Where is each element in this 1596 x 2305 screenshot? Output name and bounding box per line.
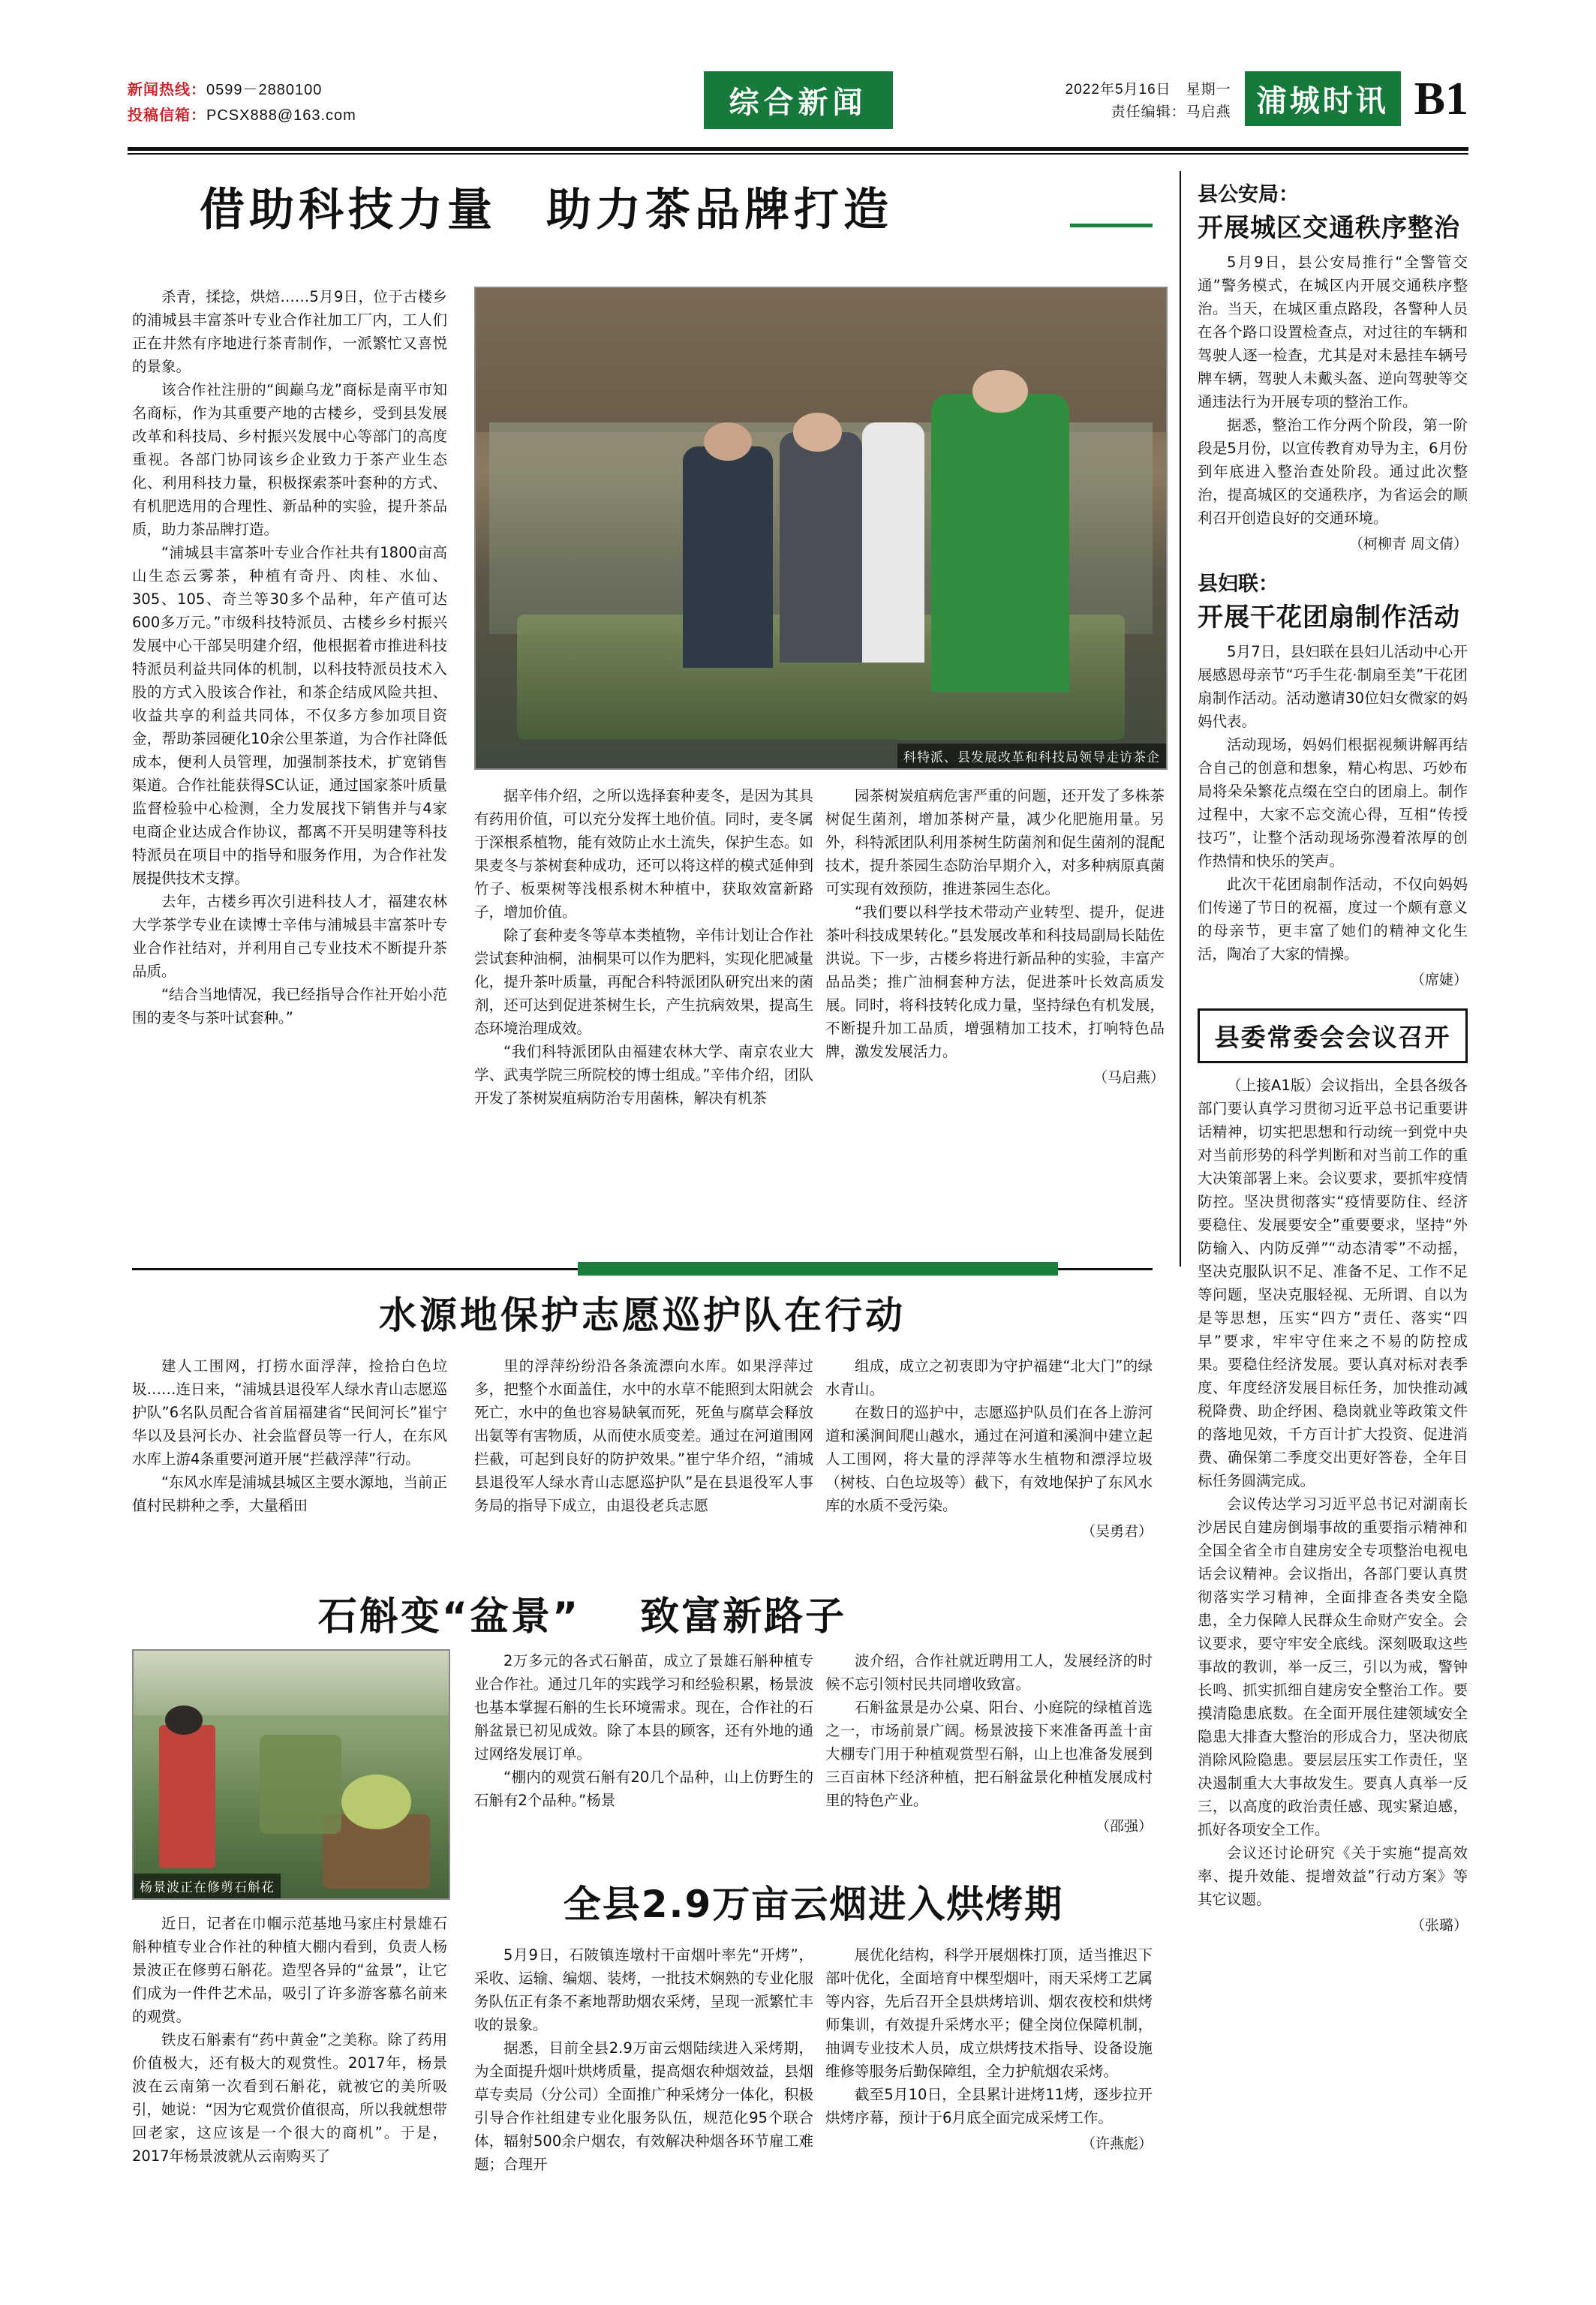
rail3-boxhead: 县委常委会会议召开 bbox=[1198, 1008, 1468, 1063]
bl-sign: （邵强） bbox=[1095, 1818, 1153, 1835]
lead-headline: 借助科技力量 助力茶品牌打造 bbox=[200, 184, 893, 236]
bl-para: 近日，记者在巾帼示范基地马家庄村景雄石斛种植专业合作社的种植大棚内看到，负责人杨景波正在修剪石斛花。造型各异的“盆景”，让它们成为一件件艺术品，吸引了许多游客慕名前来的观赏。 bbox=[132, 1915, 447, 2025]
bl-para: 2万多元的各式石斛苗，成立了景雄石斛种植专业合作社。通过几年的实践学习和经验积累，杨景波也基本掌握石斛的生长环境需求。现在，合作社的石斛盆景已初见成效。除了本县的顾客，还有外地的通过网络发展订单。 bbox=[474, 1652, 813, 1763]
rail-item-3 bbox=[1198, 1008, 1468, 1937]
rail2-kicker: 县妇联： bbox=[1198, 572, 1279, 596]
bl-para: 铁皮石斛素有“药中黄金”之美称。除了药用价值极大，还有极大的观赏性。2017年，杨景波在云南第一次看到石斛花，就被它的美所吸引，她说：“因为它观赏价值很高，所以我就想带回老家，这应该是一个很大的商机”。于是，2017年杨景波就从云南购买了 bbox=[132, 2031, 447, 2165]
mail-value: PCSX888@163.com bbox=[206, 107, 356, 124]
br-para: 展优化结构，科学开展烟株打顶，适当推迟下部叶优化，全面培育中棵型烟叶，雨天采烤工艺属等内容，先后召开全县烘烤培训、烟农夜校和烘烤师集训，有效提升采烤水平；健全岗位保障机制，抽调专业技术人员，成立烘烤技术指导、设备设施维修等服务后勤保障组，全力护航烟农采烤。 bbox=[825, 1946, 1153, 2080]
rail2-body bbox=[1198, 640, 1468, 992]
rail3-body bbox=[1198, 1074, 1468, 1937]
hotline-label: 新闻热线： bbox=[128, 82, 206, 98]
mid-para: 组成，成立之初衷即为守护福建“北大门”的绿水青山。 bbox=[825, 1357, 1153, 1398]
mid-para: 在数日的巡护中，志愿巡护队员们在各上游河道和溪涧间爬山越水，通过在河道和溪涧中建立起人工围网，将大量的浮萍等水生植物和漂浮垃圾（树枝、白色垃圾等）截下，有效地保护了东风水库的水质不受污染。 bbox=[825, 1404, 1153, 1514]
rail1-kicker: 县公安局： bbox=[1198, 183, 1299, 206]
bl-col-1 bbox=[132, 1912, 447, 2168]
masthead bbox=[128, 71, 1468, 143]
rail1-body bbox=[1198, 251, 1468, 556]
issue-date: 2022年5月16日 星期一 bbox=[1065, 81, 1231, 98]
page-number: B1 bbox=[1414, 73, 1468, 125]
bottom-left-story bbox=[132, 1589, 1032, 1645]
lead-photo-caption: 科特派、县发展改革和科技局领导走访茶企 bbox=[897, 744, 1166, 768]
lead-col-2 bbox=[474, 784, 813, 1110]
rail1-para: 据悉，整治工作分两个阶段，第一阶段是5月份，以宣传教育劝导为主，6月份到年底进入整治查处阶段。通过此次整治，提高城区的交通秩序，为省运会的顺利召开创造良好的交通环境。 bbox=[1198, 416, 1468, 527]
br-para: 截至5月10日，全县累计进烤11烤，逐步拉开烘烤序幕，预计于6月底全面完成采烤工作。 bbox=[825, 2086, 1153, 2126]
br-para: 5月9日，石陂镇连墩村干亩烟叶率先“开烤”，采收、运输、编烟、装烤，一批技术娴熟的专业化服务队伍正有条不紊地帮助烟农采烤，呈现一派繁忙丰收的景象。 bbox=[474, 1946, 813, 2033]
mail-label: 投稿信箱： bbox=[128, 107, 206, 124]
rail1-headline: 开展城区交通秩序整治 bbox=[1198, 213, 1460, 243]
lead-para: “我们科特派团队由福建农林大学、南京农业大学、武夷学院三所院校的博士组成。”辛伟介绍，团队开发了茶树炭疽病防治专用菌株，解决有机茶 bbox=[474, 1043, 813, 1107]
lead-para: 该合作社注册的“闽巅乌龙”商标是南平市知名商标，作为其重要产地的古楼乡，受到县发展改革和科技局、乡村振兴发展中心等部门的高度重视。各部门协同该乡企业致力于茶产业生态化、利用科技力量，积极探索茶叶套种的方式、有机肥选用的合理性、新品种的实验，提升茶品质，助力茶品牌打造。 bbox=[132, 381, 447, 538]
br-sign: （许燕彪） bbox=[1081, 2135, 1153, 2152]
lead-headline-rule bbox=[1070, 224, 1153, 227]
lead-para: “结合当地情况，我已经指导合作社开始小范围的麦冬与茶叶试套种。” bbox=[132, 986, 447, 1026]
rail3-sign: （张璐） bbox=[1410, 1917, 1468, 1934]
rail1-sign: （柯柳青 周文倩） bbox=[1348, 536, 1468, 552]
mid-col-2 bbox=[474, 1354, 813, 1517]
lead-para: 园茶树炭疽病危害严重的问题，还开发了多株茶树促生菌剂，增加茶树产量，减少化肥施用量。另外，科特派团队利用茶树生防菌剂和促生菌剂的混配技术，提升茶园生态防治早期介入，对多种病原真菌可实现有效预防，推进茶园生态化。 bbox=[825, 787, 1165, 897]
lead-para: “我们要以科学技术带动产业转型、提升，促进茶叶科技成果转化。”县发展改革和科技局副局长陆佐洪说。下一步，古楼乡将进行新品种的实验，丰富产品品类；推广油桐套种方法，促进茶叶长效高质发展。同时，将科技转化成力量，坚持绿色有机发展，不断提升加工品质，增强精加工技术，打响特色品牌，激发发展活力。 bbox=[825, 903, 1165, 1060]
lead-photo bbox=[474, 287, 1168, 770]
section-name: 综合新闻 bbox=[704, 71, 893, 129]
bottom-right-story bbox=[474, 1876, 1153, 1933]
mid-col-3 bbox=[825, 1354, 1153, 1543]
lead-para: 去年，古楼乡再次引进科技人才，福建农林大学茶学专业在读博士辛伟与浦城县丰富茶叶专业合作社结对，并利用自己专业技术不断提升茶品质。 bbox=[132, 893, 447, 980]
lead-para: “浦城县丰富茶叶专业合作社共有1800亩高山生态云雾茶，种植有奇丹、肉桂、水仙、305、105、奇兰等30多个品种，年产值可达600多万元。”市级科技特派员、古楼乡乡村振兴发展中心干部吴明建介绍，他根据着市推进科技特派员利益共同体的机制，以科技特派员技术入股的方式入股该合作社，和茶企结成风险共担、收益共享的利益共同体，不仅多方参加项目资金，帮助茶园硬化10余公里茶道，为合作社降低成本，便利人员管理，加强制茶技术，扩宽销售渠道。合作社能获得SC认证，通过国家茶叶质量监督检验中心检测，全力发展找下销售并与4家电商企业达成合作协议，都离不开吴明建等科技特派员在项目中的指导和服务作用，为合作社发展提供技术支撑。 bbox=[132, 544, 447, 887]
bl-col-3 bbox=[825, 1649, 1153, 1838]
editor-line: 责任编辑：马启燕 bbox=[1111, 104, 1231, 120]
lead-para: 据辛伟介绍，之所以选择套种麦冬，是因为其具有药用价值，可以充分发挥土地价值。同时，麦冬属于深根系植物，能有效防止水土流失，保护生态。如果麦冬与茶树套种成功，还可以将这样的模式延伸到竹子、板栗树等浅根系树木种植中，获取效富新路子，增加价值。 bbox=[474, 787, 813, 921]
rail2-para: 活动现场，妈妈们根据视频讲解再结合自己的创意和想象，精心构思、巧妙布局将朵朵繁花点缀在空白的团扇上。制作过程中，大家不忘交流心得，互相“传授技巧”，让整个活动现场弥漫着浓厚的创作热情和快乐的笑声。 bbox=[1198, 736, 1468, 870]
masthead-rule-thin bbox=[128, 153, 1468, 155]
rail2-para: 此次干花团扇制作活动，不仅向妈妈们传递了节日的祝福，度过一个颇有意义的母亲节，更丰富了她们的精神文化生活，陶冶了大家的情操。 bbox=[1198, 876, 1468, 963]
rail-item-2 bbox=[1198, 569, 1468, 992]
br-col-1 bbox=[474, 1943, 813, 2176]
lead-col-3 bbox=[825, 784, 1165, 1089]
masthead-dateblock bbox=[1066, 74, 1231, 124]
bl-para: 波介绍，合作社就近聘用工人，发展经济的时候不忘引领村民共同增收致富。 bbox=[825, 1652, 1153, 1693]
br-para: 据悉，目前全县2.9万亩云烟陆续进入采烤期，为全面提升烟叶烘烤质量，提高烟农种烟效益，县烟草专卖局（分公司）全面推广种采烤分一体化，积极引导合作社组建专业化服务队伍，规范化95个联合体，辐射500余户烟农，有效解决种烟各环节雇工难题；合理开 bbox=[474, 2039, 813, 2173]
lead-byline: （马启燕） bbox=[1093, 1069, 1165, 1086]
masthead-right bbox=[1066, 71, 1468, 126]
rail2-headline: 开展干花团扇制作活动 bbox=[1198, 603, 1460, 633]
rail3-para: 会议还讨论研究《关于实施“提高效率、提升效能、提增效益”行动方案》等其它议题。 bbox=[1198, 1844, 1468, 1908]
mid-para: “东风水库是浦城县城区主要水源地，当前正值村民耕种之季，大量稻田 bbox=[132, 1474, 447, 1514]
lead-story bbox=[132, 180, 1153, 252]
rail2-para: 5月7日，县妇联在县妇儿活动中心开展感恩母亲节“巧手生花·制扇至美”干花团扇制作活动。活动邀请30位妇女微家的妈妈代表。 bbox=[1198, 643, 1468, 730]
mid-col-1 bbox=[132, 1354, 447, 1517]
bl-para: 石斛盆景是办公桌、阳台、小庭院的绿植首选之一，市场前景广阔。杨景波接下来准备再盖十亩大棚专门用于种植观赏型石斛，山上也准备发展到三百亩林下经济种植，把石斛盆景化种植发展成村里的特色产业。 bbox=[825, 1699, 1153, 1809]
rail3-para: （上接A1版）会议指出，全县各级各部门要认真学习贯彻习近平总书记重要讲话精神，切实把思想和行动统一到党中央对当前形势的科学判断和对当前工作的重大决策部署上来。会议要求，要抓牢疫情防控。坚决贯彻落实“疫情要防住、经济要稳住、发展要安全”重要要求，坚持“外防输入、内防反弹”“动态清零”不动摇，坚决克服队识不足、准备不足、工作不足等问题，坚决克服轻视、无所谓、自以为是等思想，压实“四方”责任、落实“四早”要求，牢牢守住来之不易的防控成果。要稳住经济发展。要认真对标对表季度、年度经济发展目标任务，加快推动减税降费、助企纾困、稳岗就业等政策文件的落地见效，千方百计扩大投资、促进消费、确保第二季度交出更好答卷，全年目标任务圆满完成。 bbox=[1198, 1077, 1468, 1489]
rail-item-1 bbox=[1198, 180, 1468, 556]
bl-headline-a: 石斛变“盆景” bbox=[317, 1594, 581, 1639]
br-headline: 全县2.9万亩云烟进入烘烤期 bbox=[563, 1883, 1064, 1926]
lead-para: 杀青，揉捻，烘焙……5月9日，位于古楼乡的浦城县丰富茶叶专业合作社加工厂内，工人们正在井然有序地进行茶青制作，一派繁忙又喜悦的景象。 bbox=[132, 288, 447, 375]
lead-col-1 bbox=[132, 285, 447, 1029]
mid-green-bar bbox=[578, 1262, 1058, 1276]
rail3-para: 会议传达学习习近平总书记对湖南长沙居民自建房倒塌事故的重要指示精神和全国全省全市自建房安全专项整治电视电话会议精神。会议指出，各部门要认真贯彻落实学习精神，全面排查各类安全隐患，全力保障人民群众生命财产安全。会议要求，要守牢安全底线。深刻吸取这些事故的教训，举一反三，引以为戒，警钟长鸣、抓实抓细自建房安全整治工作。要摸清隐患底数。在全面开展住建领域安全隐患大排查大整治的形成合力，坚决彻底消除风险隐患。要层层压实工作责任，坚决遏制重大大事故发生。要真人真举一反三，以高度的政治责任感、现实紧迫感，抓好各项安全工作。 bbox=[1198, 1495, 1468, 1838]
mid-story bbox=[132, 1287, 1153, 1344]
paper-name: 浦城时讯 bbox=[1245, 71, 1401, 126]
rail-divider bbox=[1180, 171, 1181, 1267]
bl-photo bbox=[132, 1649, 450, 1900]
masthead-rule bbox=[128, 147, 1468, 151]
mid-para: 建人工围网，打捞水面浮萍，捡拾白色垃圾……连日来，“浦城县退役军人绿水青山志愿巡护队”6名队员配合省首届福建省“民间河长”崔宁华以及县河长办、社会监督员等一行人，在东风水库上游4条重要河道开展“拦截浮萍”行动。 bbox=[132, 1357, 447, 1468]
bl-col-2 bbox=[474, 1649, 813, 1812]
mid-sign: （吴勇君） bbox=[1081, 1523, 1153, 1540]
br-col-2 bbox=[825, 1943, 1153, 2156]
section-badge bbox=[704, 71, 893, 129]
rail2-sign: （席婕） bbox=[1410, 972, 1468, 988]
lead-para: 除了套种麦冬等草本类植物，辛伟计划让合作社尝试套种油桐，油桐果可以作为肥料，实现化肥减量化，提升茶叶质量，再配合科特派团队研究出来的菌剂，还可达到促进茶树生长，产生抗病效果，提高生态环境治理成效。 bbox=[474, 927, 813, 1037]
masthead-contact bbox=[128, 77, 356, 128]
mid-para: 里的浮萍纷纷沿各条流漂向水库。如果浮萍过多，把整个水面盖住，水中的水草不能照到太阳就会死亡，水中的鱼也容易缺氧而死，死鱼与腐草会释放出氨等有害物质，从而使水质变差。通过在河道围网拦截，可起到良好的防护效果。”崔宁华介绍，“浦城县退役军人绿水青山志愿巡护队”是在县退役军人事务局的指导下成立，由退役老兵志愿 bbox=[474, 1357, 813, 1514]
bl-para: “棚内的观赏石斛有20几个品种，山上仿野生的石斛有2个品种。”杨景 bbox=[474, 1769, 813, 1809]
rail1-para: 5月9日，县公安局推行“全警管交通”警务模式，在城区内开展交通秩序整治。当天，在城区重点路段，各警种人员在各个路口设置检查点，对过往的车辆和驾驶人逐一检查，尤其是对未悬挂车辆号牌车辆，驾驶人未戴头盔、逆向驾驶等交通违法行为开展专项的整治工作。 bbox=[1198, 254, 1468, 410]
bl-headline-b: 致富新路子 bbox=[640, 1594, 847, 1639]
rail bbox=[1198, 180, 1468, 1937]
mid-headline: 水源地保护志愿巡护队在行动 bbox=[379, 1294, 906, 1337]
hotline-value: 0599－2880100 bbox=[206, 82, 323, 98]
bl-photo-caption: 杨景波正在修剪石斛花 bbox=[134, 1874, 281, 1898]
